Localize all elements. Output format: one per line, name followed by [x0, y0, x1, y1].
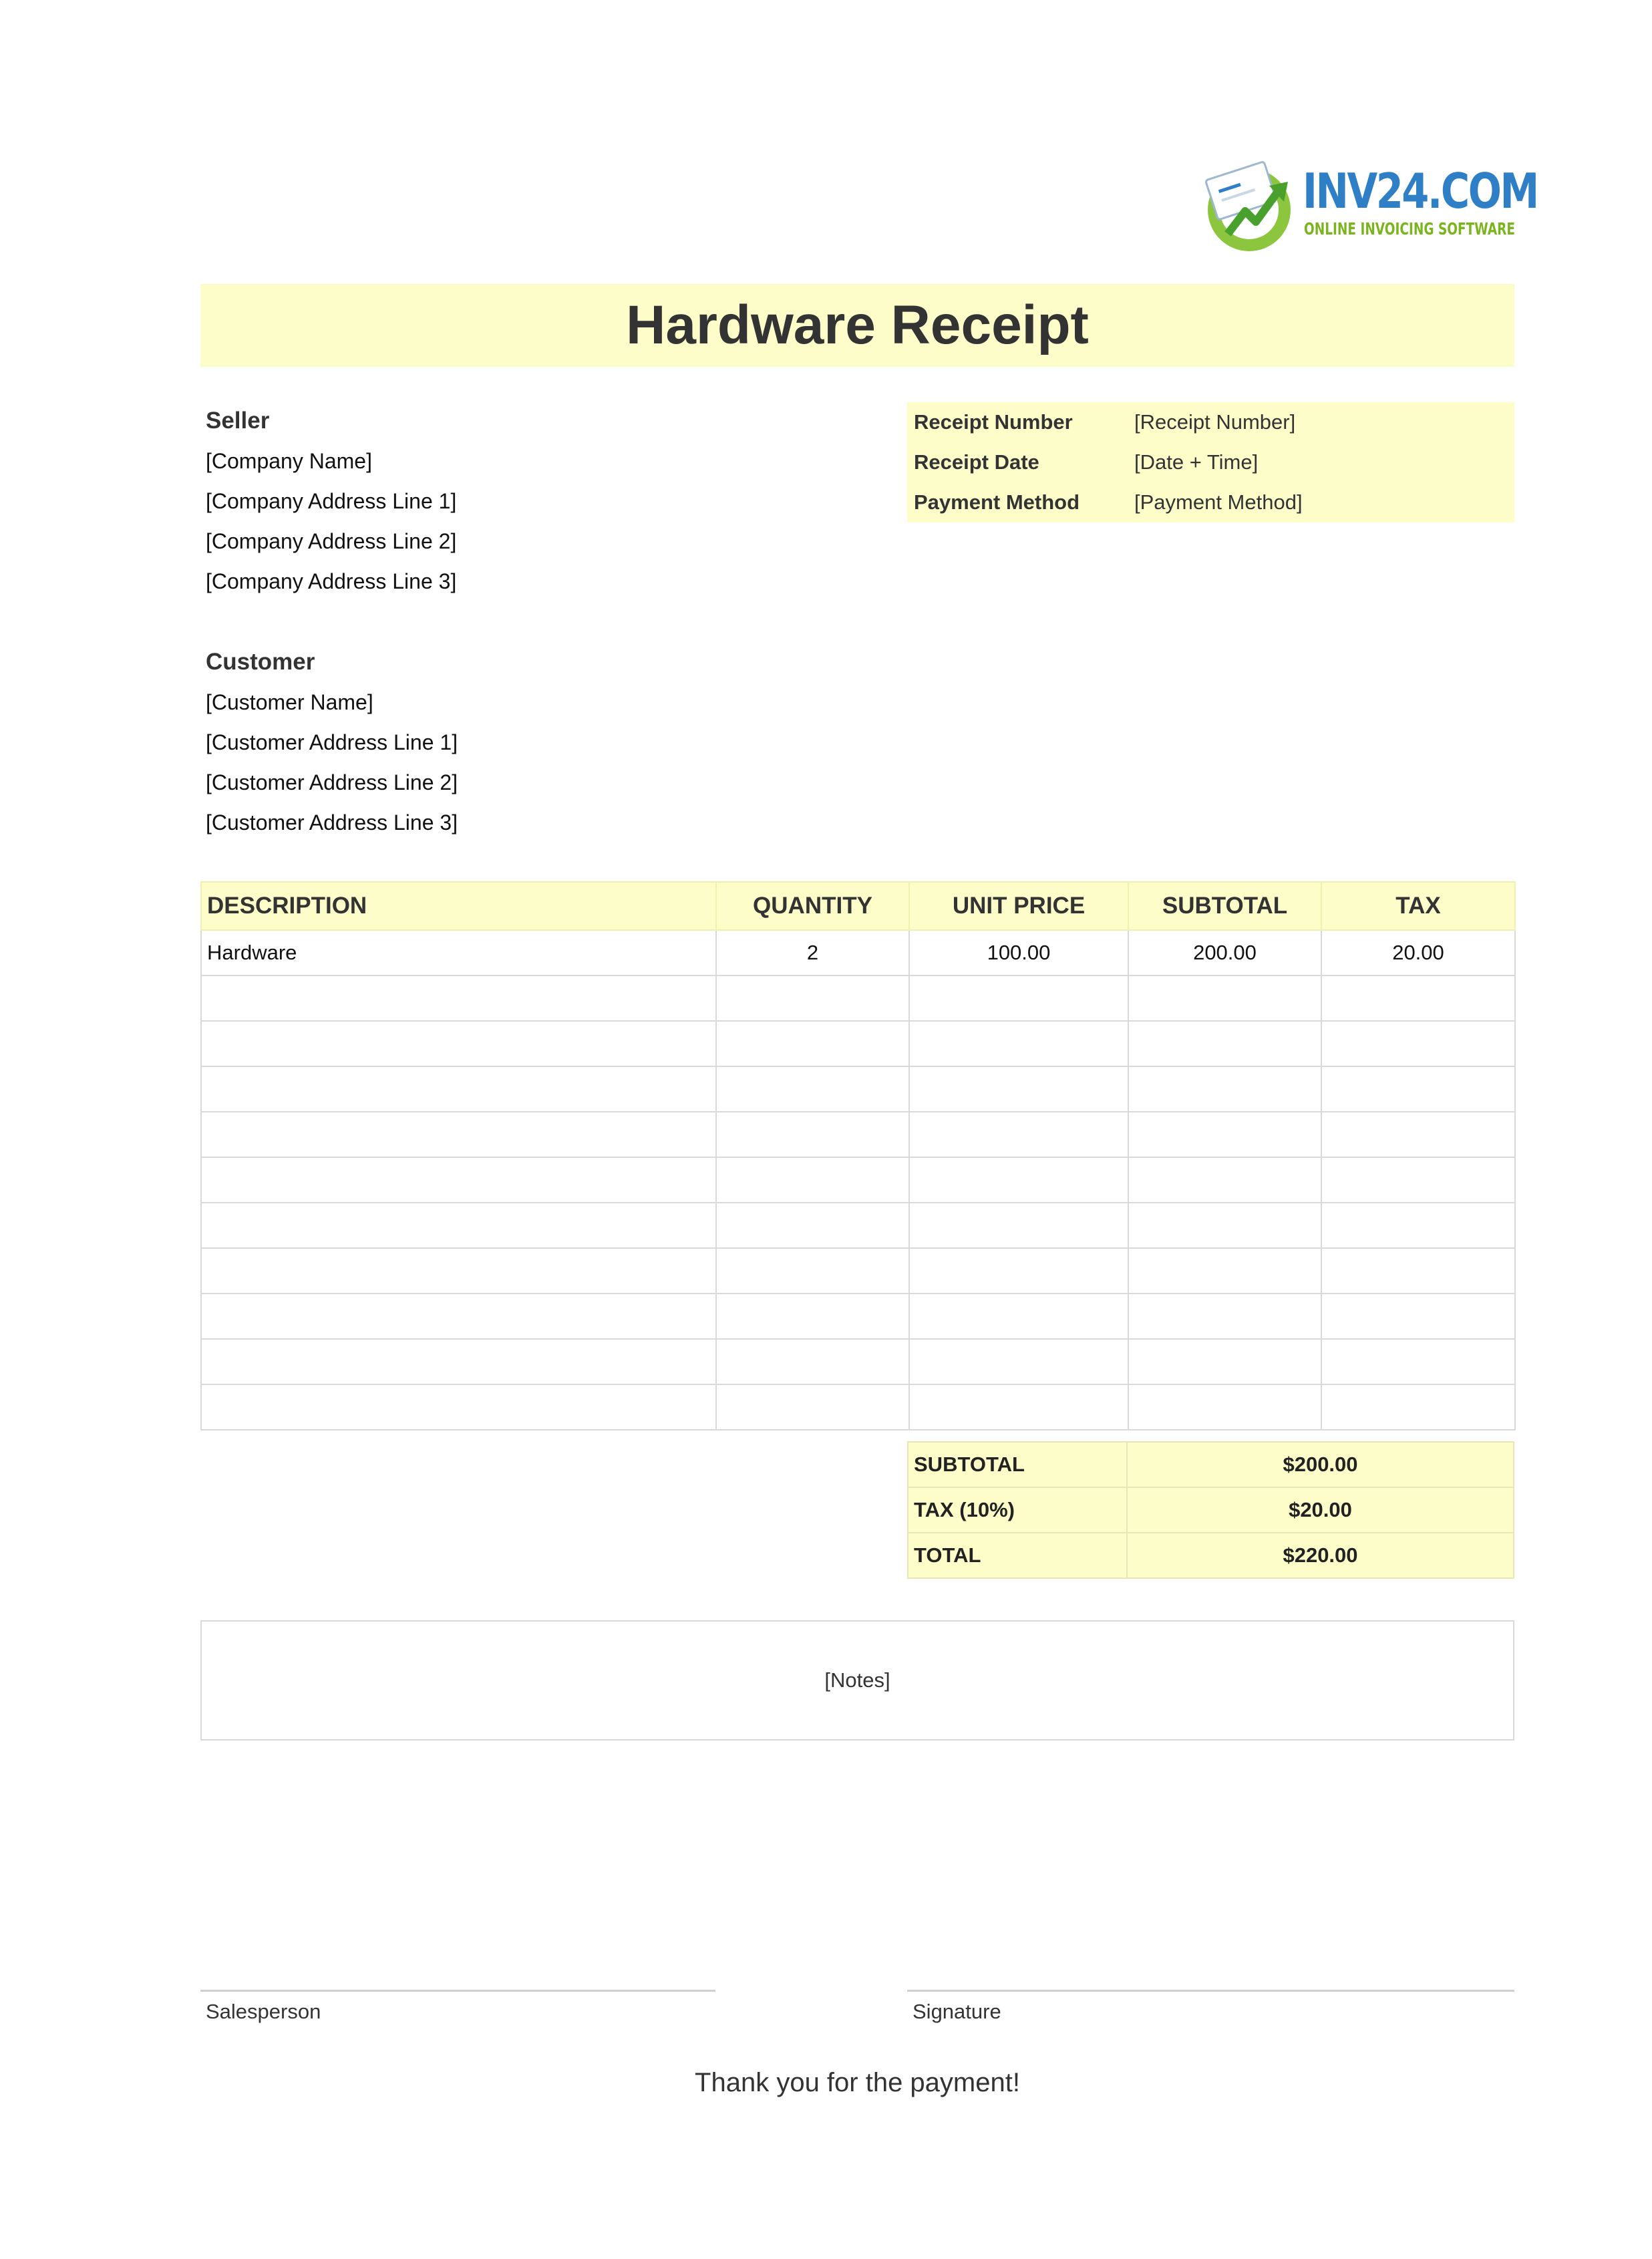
table-row	[201, 1294, 1515, 1339]
cell-tax	[1321, 1157, 1515, 1203]
cell-description	[201, 1203, 716, 1248]
customer-name: [Customer Name]	[206, 690, 373, 714]
table-row	[201, 1112, 1515, 1157]
table-row	[201, 1203, 1515, 1248]
cell-unit-price	[909, 1157, 1128, 1203]
cell-subtotal	[1128, 1066, 1321, 1112]
signature-label: Signature	[913, 2000, 1001, 2023]
table-row	[201, 1021, 1515, 1066]
totals-subtotal-value: $200.00	[1127, 1442, 1514, 1487]
cell-quantity	[716, 1021, 909, 1066]
totals-tax-value: $20.00	[1127, 1487, 1514, 1533]
cell-description	[201, 1021, 716, 1066]
col-header-description: DESCRIPTION	[201, 882, 716, 930]
payment-method-label: Payment Method	[914, 490, 1080, 514]
col-header-subtotal: SUBTOTAL	[1128, 882, 1321, 930]
cell-unit-price	[909, 1203, 1128, 1248]
receipt-date-row	[907, 442, 1514, 482]
customer-heading: Customer	[206, 649, 315, 675]
cell-tax	[1321, 1248, 1515, 1294]
payment-method-row	[907, 482, 1514, 522]
totals-total-value: $220.00	[1127, 1533, 1514, 1578]
cell-description	[201, 1294, 716, 1339]
cell-unit-price	[909, 975, 1128, 1021]
cell-tax	[1321, 1203, 1515, 1248]
cell-tax	[1321, 1339, 1515, 1384]
notes-text: [Notes]	[824, 1668, 890, 1692]
salesperson-line	[200, 1990, 715, 2026]
seller-address-line-3: [Company Address Line 3]	[206, 569, 457, 593]
cell-tax	[1321, 975, 1515, 1021]
cell-description	[201, 1066, 716, 1112]
cell-quantity	[716, 1157, 909, 1203]
cell-subtotal: 200.00	[1128, 930, 1321, 975]
cell-quantity	[716, 1339, 909, 1384]
logo-tagline: ONLINE INVOICING SOFTWARE	[1304, 219, 1516, 239]
cell-quantity	[716, 1112, 909, 1157]
totals-table	[907, 1441, 1514, 1579]
cell-tax	[1321, 1112, 1515, 1157]
col-header-tax: TAX	[1321, 882, 1515, 930]
table-row	[201, 1248, 1515, 1294]
customer-address-line-3: [Customer Address Line 3]	[206, 810, 458, 835]
cell-quantity	[716, 1203, 909, 1248]
cell-quantity	[716, 1248, 909, 1294]
cell-subtotal	[1128, 1021, 1321, 1066]
cell-description: Hardware	[201, 930, 716, 975]
thank-you-message: Thank you for the payment!	[695, 2068, 1020, 2097]
cell-description	[201, 975, 716, 1021]
cell-quantity	[716, 1384, 909, 1430]
items-table	[200, 881, 1516, 1430]
cell-tax	[1321, 1066, 1515, 1112]
cell-description	[201, 1112, 716, 1157]
cell-subtotal	[1128, 1384, 1321, 1430]
cell-quantity	[716, 975, 909, 1021]
inv24-logo	[1202, 155, 1538, 255]
logo-name: INV24.COM	[1303, 163, 1538, 219]
signature-line	[907, 1990, 1514, 2026]
seller-heading: Seller	[206, 408, 270, 434]
totals-tax-label: TAX (10%)	[908, 1487, 1127, 1533]
totals-tax-row	[908, 1487, 1514, 1533]
cell-unit-price: 100.00	[909, 930, 1128, 975]
cell-unit-price	[909, 1066, 1128, 1112]
receipt-number-value: [Receipt Number]	[1134, 410, 1296, 434]
customer-address-line-2: [Customer Address Line 2]	[206, 770, 458, 794]
table-row	[201, 1066, 1515, 1112]
cell-quantity	[716, 1066, 909, 1112]
cell-tax: 20.00	[1321, 930, 1515, 975]
receipt-date-value: [Date + Time]	[1134, 450, 1259, 474]
cell-tax	[1321, 1294, 1515, 1339]
cell-tax	[1321, 1021, 1515, 1066]
col-header-quantity: QUANTITY	[716, 882, 909, 930]
cell-description	[201, 1157, 716, 1203]
cell-subtotal	[1128, 1157, 1321, 1203]
cell-tax	[1321, 1384, 1515, 1430]
cell-description	[201, 1384, 716, 1430]
table-row	[201, 930, 1515, 975]
receipt-number-label: Receipt Number	[914, 410, 1073, 434]
receipt-date-label: Receipt Date	[914, 450, 1039, 474]
seller-address-line-2: [Company Address Line 2]	[206, 529, 457, 553]
cell-unit-price	[909, 1112, 1128, 1157]
customer-address-line-1: [Customer Address Line 1]	[206, 730, 458, 754]
invoice-arrow-icon	[1202, 155, 1296, 255]
cell-subtotal	[1128, 1112, 1321, 1157]
cell-unit-price	[909, 1021, 1128, 1066]
table-row	[201, 975, 1515, 1021]
cell-description	[201, 1339, 716, 1384]
seller-block	[206, 401, 456, 601]
cell-subtotal	[1128, 975, 1321, 1021]
salesperson-label: Salesperson	[206, 2000, 321, 2023]
cell-quantity: 2	[716, 930, 909, 975]
cell-description	[201, 1248, 716, 1294]
col-header-unit-price: UNIT PRICE	[909, 882, 1128, 930]
totals-total-row	[908, 1533, 1514, 1578]
page-title: Hardware Receipt	[626, 295, 1089, 355]
seller-company-name: [Company Name]	[206, 449, 372, 473]
payment-method-value: [Payment Method]	[1134, 490, 1303, 514]
seller-address-line-1: [Company Address Line 1]	[206, 489, 457, 513]
title-bar	[200, 284, 1514, 367]
cell-unit-price	[909, 1294, 1128, 1339]
cell-subtotal	[1128, 1248, 1321, 1294]
cell-unit-price	[909, 1248, 1128, 1294]
cell-subtotal	[1128, 1294, 1321, 1339]
cell-quantity	[716, 1294, 909, 1339]
notes-box	[200, 1620, 1514, 1741]
totals-subtotal-label: SUBTOTAL	[908, 1442, 1127, 1487]
cell-subtotal	[1128, 1339, 1321, 1384]
items-header-row	[201, 882, 1515, 930]
table-row	[201, 1157, 1515, 1203]
totals-subtotal-row	[908, 1442, 1514, 1487]
cell-subtotal	[1128, 1203, 1321, 1248]
table-row	[201, 1339, 1515, 1384]
table-row	[201, 1384, 1515, 1430]
customer-block	[206, 642, 458, 843]
cell-unit-price	[909, 1384, 1128, 1430]
receipt-meta-box	[907, 402, 1514, 522]
totals-total-label: TOTAL	[908, 1533, 1127, 1578]
cell-unit-price	[909, 1339, 1128, 1384]
receipt-number-row	[907, 402, 1514, 442]
